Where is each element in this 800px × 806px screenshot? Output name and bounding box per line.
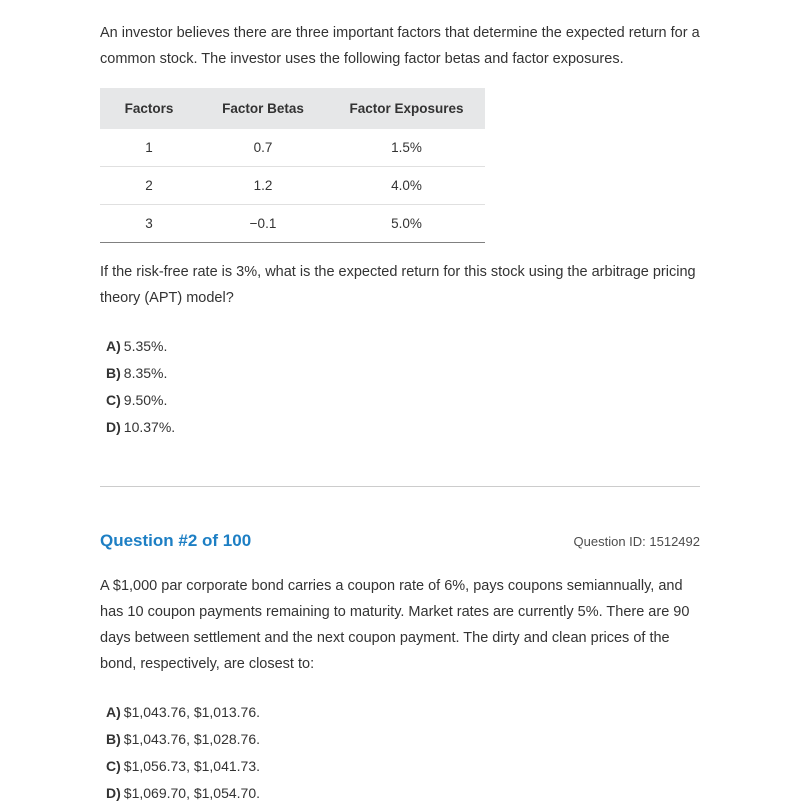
choice-letter: D) <box>106 419 121 435</box>
choice-text: 8.35%. <box>123 365 168 381</box>
factor-table <box>100 88 485 243</box>
table-row <box>100 167 485 205</box>
choice-text: $1,043.76, $1,013.76. <box>123 704 261 720</box>
question2-id: Question ID: 1512492 <box>573 534 700 549</box>
cell-beta: −0.1 <box>198 205 328 243</box>
choice-a[interactable] <box>100 333 700 359</box>
cell-exposure: 4.0% <box>328 167 485 205</box>
choice-letter: C) <box>106 392 121 408</box>
question1-choices <box>100 333 700 440</box>
choice-d[interactable] <box>100 414 700 440</box>
cell-beta: 0.7 <box>198 129 328 167</box>
question2-choices <box>100 699 700 806</box>
choice-letter: C) <box>106 758 121 774</box>
table-row <box>100 129 485 167</box>
choice-d[interactable] <box>100 780 700 806</box>
choice-text: 9.50%. <box>123 392 168 408</box>
choice-text: 5.35%. <box>123 338 168 354</box>
choice-letter: A) <box>106 704 121 720</box>
column-header-factors: Factors <box>100 88 198 129</box>
choice-c[interactable] <box>100 387 700 413</box>
choice-letter: B) <box>106 731 121 747</box>
cell-exposure: 1.5% <box>328 129 485 167</box>
table-header-row <box>100 88 485 129</box>
question1-followup: If the risk-free rate is 3%, what is the expected return for this stock using the arbitrage pricing theory (APT) model? <box>100 264 696 306</box>
question2-header <box>100 531 700 551</box>
question-divider <box>100 486 700 487</box>
column-header-factor-exposures: Factor Exposures <box>328 88 485 129</box>
choice-text: 10.37%. <box>123 419 176 435</box>
choice-text: $1,069.70, $1,054.70. <box>123 785 261 801</box>
choice-letter: B) <box>106 365 121 381</box>
factor-table-body <box>100 129 485 243</box>
choice-a[interactable] <box>100 699 700 725</box>
choice-b[interactable] <box>100 360 700 386</box>
factor-table-head <box>100 88 485 129</box>
choice-b[interactable] <box>100 726 700 752</box>
choice-c[interactable] <box>100 753 700 779</box>
cell-factor: 1 <box>100 129 198 167</box>
choice-letter: D) <box>106 785 121 801</box>
question2-stem: A $1,000 par corporate bond carries a coupon rate of 6%, pays coupons semiannually, and has 10 coupon payments remaining to maturity. Market rates are currently 5%. There are 90 days between settlement and the next coupon payment. The dirty and clean prices of the bond, respectively, are closest to: <box>100 578 690 672</box>
cell-factor: 3 <box>100 205 198 243</box>
column-header-factor-betas: Factor Betas <box>198 88 328 129</box>
question1-stem: An investor believes there are three important factors that determine the expected return for a common stock. The investor uses the following factor betas and factor exposures. <box>100 25 700 67</box>
cell-factor: 2 <box>100 167 198 205</box>
choice-text: $1,056.73, $1,041.73. <box>123 758 261 774</box>
cell-exposure: 5.0% <box>328 205 485 243</box>
table-row <box>100 205 485 243</box>
choice-letter: A) <box>106 338 121 354</box>
question2-title: Question #2 of 100 <box>100 531 252 550</box>
choice-text: $1,043.76, $1,028.76. <box>123 731 261 747</box>
cell-beta: 1.2 <box>198 167 328 205</box>
